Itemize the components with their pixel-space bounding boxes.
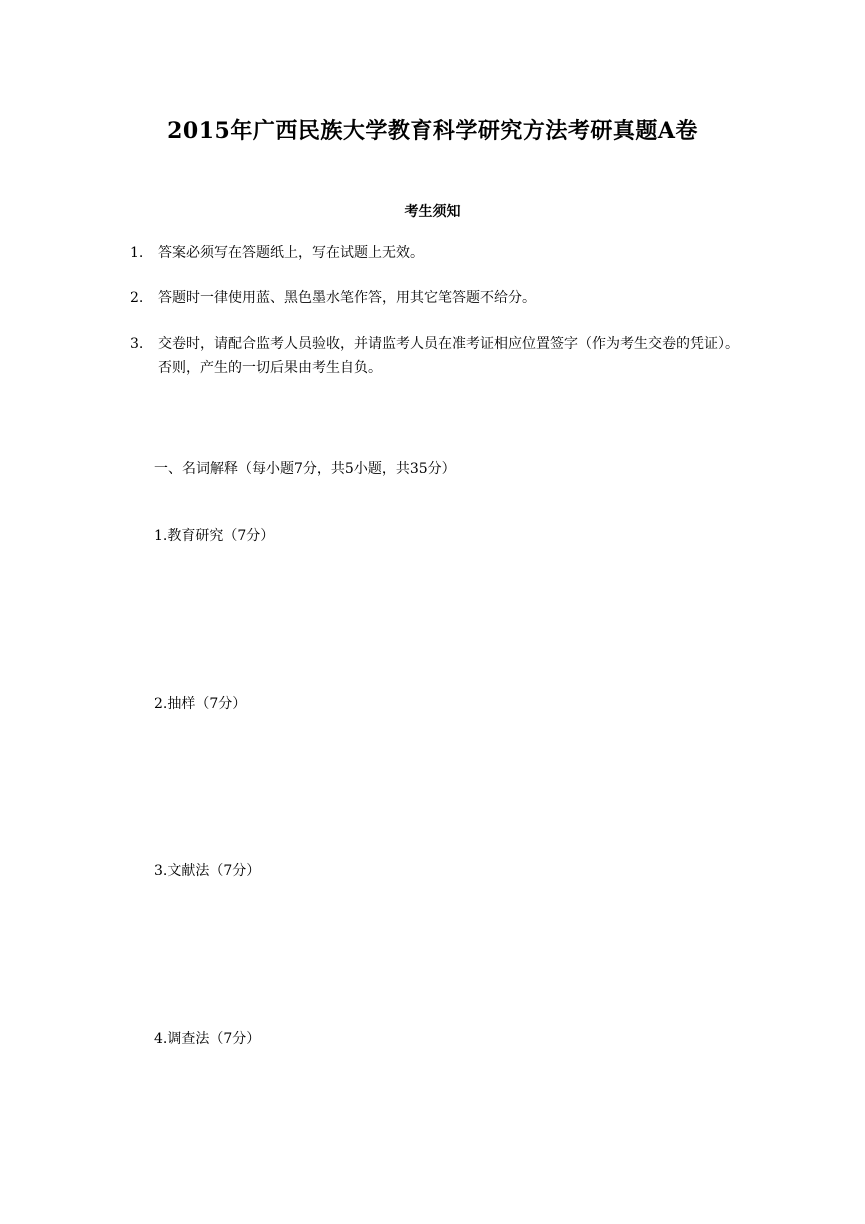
- question-item: 2.抽样（7分）: [154, 696, 247, 712]
- notice-item-text: 答题时一律使用蓝、黑色墨水笔作答，用其它笔答题不给分。: [158, 290, 536, 306]
- question-item: 3.文献法（7分）: [154, 863, 261, 879]
- notice-item-text: 答案必须写在答题纸上，写在试题上无效。: [158, 245, 424, 261]
- question-item: 1.教育研究（7分）: [154, 528, 275, 544]
- notice-item-2: [130, 286, 750, 310]
- section-heading: 一、名词解释（每小题7分，共5小题，共35分）: [154, 461, 456, 477]
- notice-item-3: [130, 332, 750, 380]
- notice-item-text: 交卷时，请配合监考人员验收，并请监考人员在准考证相应位置签字（作为考生交卷的凭证）。否则，产生的一切后果由考生自负。: [158, 336, 739, 376]
- notice-item-number: 1.: [130, 245, 144, 261]
- notice-item-number: 3.: [130, 336, 144, 352]
- notice-item-number: 2.: [130, 290, 144, 306]
- page-title: 2015年广西民族大学教育科学研究方法考研真题A卷: [167, 118, 698, 144]
- question-item: 4.调查法（7分）: [154, 1031, 261, 1047]
- notice-heading: 考生须知: [404, 204, 461, 220]
- notice-item-1: [130, 241, 750, 265]
